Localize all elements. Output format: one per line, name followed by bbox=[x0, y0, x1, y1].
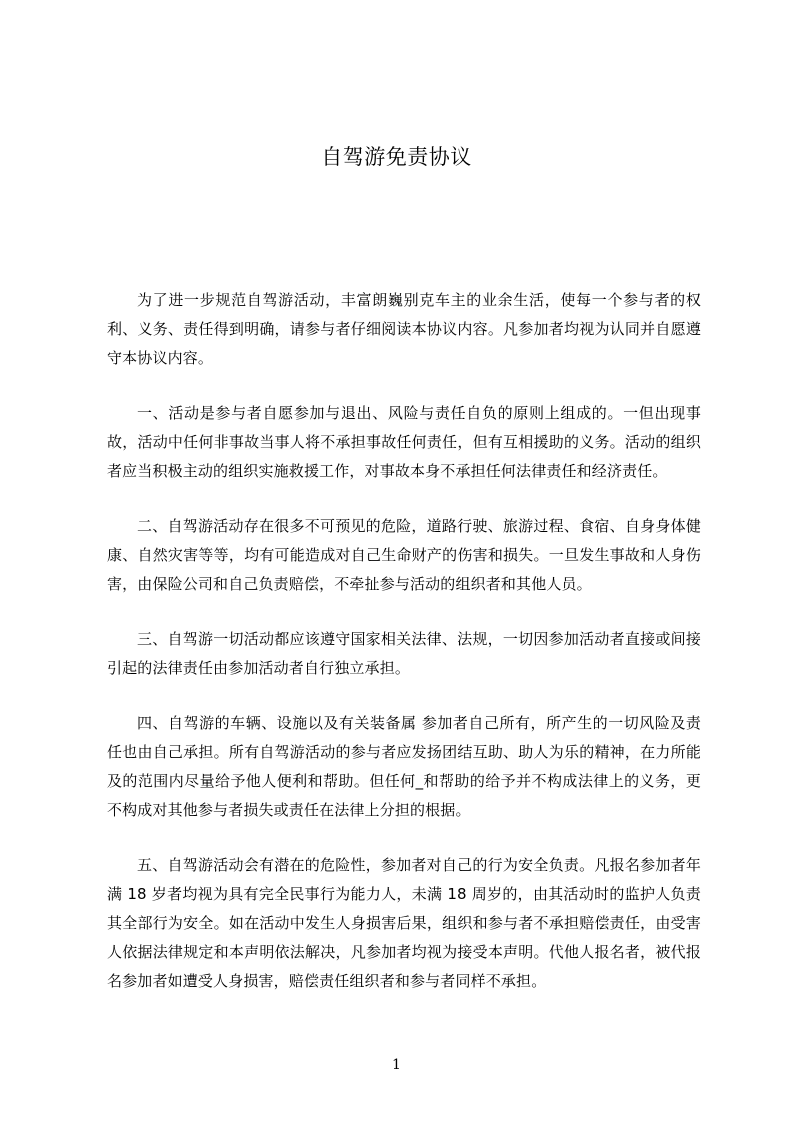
paragraph-clause-3: 三、自驾游一切活动都应该遵守国家相关法律、法规，一切因参加活动者直接或间接引起的法律责任由参加活动者自行独立承担。 bbox=[107, 630, 701, 677]
document-title: 自驾游免责协议 bbox=[321, 145, 472, 169]
paragraph-intro: 为了进一步规范自驾游活动，丰富朗巍别克车主的业余生活，使每一个参与者的权利、义务、责任得到明确，请参与者仔细阅读本协议内容。凡参加者均视为认同并自愿遵守本协议内容。 bbox=[107, 291, 701, 367]
document-body bbox=[107, 286, 701, 1022]
page-number: 1 bbox=[392, 1057, 401, 1073]
paragraph-clause-5: 五、自驾游活动会有潜在的危险性，参加者对自己的行为安全负责。凡报名参加者年满 18 岁者均视为具有完全民事行为能力人，未满 18 周岁的，由其活动时的监护人负责其全部行为安全。如在活动中发生人身损害后果，组织和参与者不承担赔偿责任，由受害人依据法律规定和本声明依法解决，凡参加者均视为接受本声明。代他人报名者，被代报名参加者如遭受人身损害，赔偿责任组织者和参与者同样不承担。 bbox=[107, 856, 701, 990]
paragraph-clause-1: 一、活动是参与者自愿参加与退出、风险与责任自负的原则上组成的。一但出现事故，活动中任何非事故当事人将不承担事故任何责任，但有互相援助的义务。活动的组织者应当积极主动的组织实施救援工作，对事故本身不承担任何法律责任和经济责任。 bbox=[107, 404, 701, 480]
paragraph-clause-4: 四、自驾游的车辆、设施以及有关装备属 参加者自己所有，所产生的一切风险及责任也由自己承担。所有自驾游活动的参与者应发扬团结互助、助人为乐的精神，在力所能及的范围内尽量给予他人便利和帮助。但任何_和帮助的给予并不构成法律上的义务，更不构成对其他参与者损失或责任在法律上分担的根据。 bbox=[107, 714, 701, 819]
paragraph-clause-2: 二、自驾游活动存在很多不可预见的危险，道路行驶、旅游过程、食宿、自身身体健康、自然灾害等等，均有可能造成对自己生命财产的伤害和损失。一旦发生事故和人身伤害，由保险公司和自己负责赔偿，不牵扯参与活动的组织者和其他人员。 bbox=[107, 517, 701, 593]
